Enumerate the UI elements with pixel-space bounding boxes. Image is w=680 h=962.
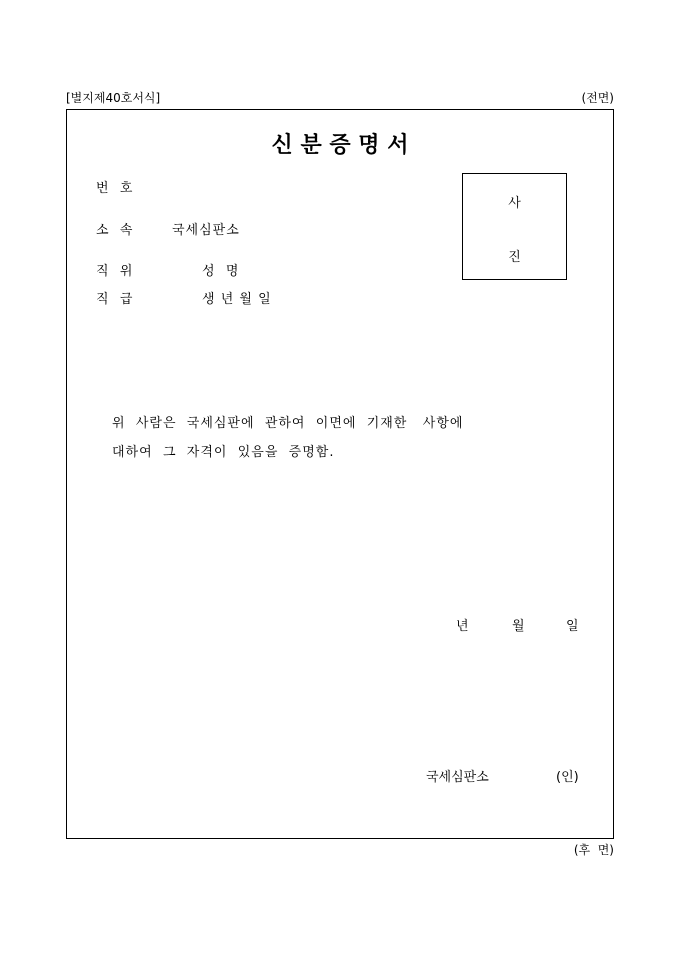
grade-label: 직 급 (96, 292, 134, 307)
front-side-label: (전면) (581, 91, 614, 105)
affiliation-value: 국세심판소 (172, 223, 240, 238)
statement-line-1: 위 사람은 국세심판에 관하여 이면에 기재한 사항에 (112, 416, 464, 431)
birth-date-label: 생 년 월 일 (202, 292, 272, 307)
name-label: 성 명 (202, 264, 240, 279)
seal-mark: (인) (556, 770, 579, 785)
date-day: 일 (566, 619, 580, 634)
date-year: 년 (456, 619, 470, 634)
photo-label-char-1: 사 (508, 196, 521, 211)
position-label: 직 위 (96, 264, 134, 279)
back-side-label: (후 면) (573, 843, 614, 857)
document-title: 신 분 증 명 서 (271, 132, 409, 158)
issuer-name: 국세심판소 (426, 770, 489, 785)
photo-label-char-2: 진 (508, 250, 521, 265)
affiliation-label: 소 속 (96, 223, 134, 238)
statement-line-2: 대하여 그 자격이 있음을 증명함. (112, 445, 335, 460)
number-label: 번 호 (96, 181, 134, 196)
photo-box (462, 173, 567, 280)
form-number: [별지제40호서식] (66, 91, 161, 105)
date-month: 월 (512, 619, 526, 634)
